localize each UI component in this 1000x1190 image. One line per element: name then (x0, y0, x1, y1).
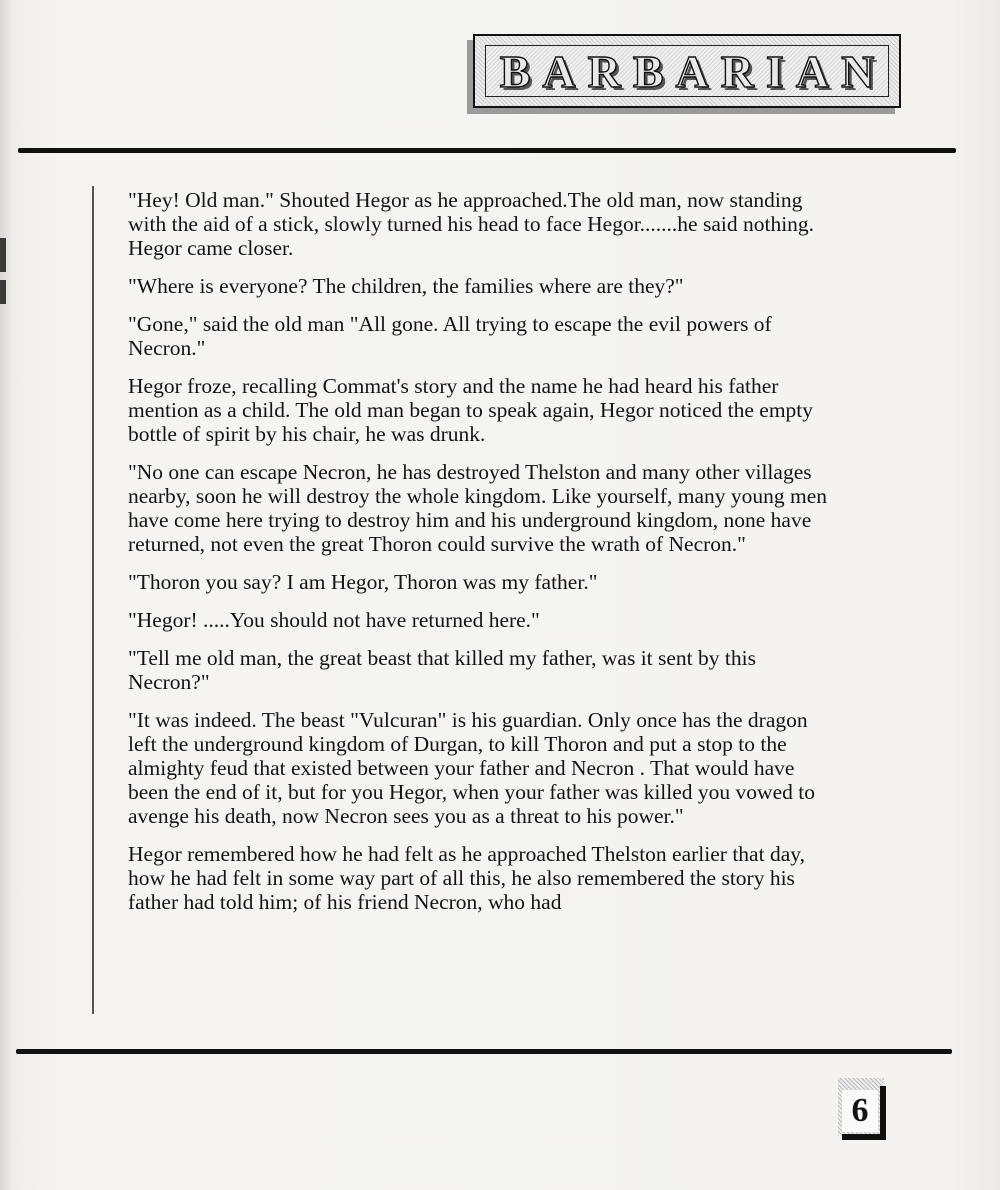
paragraph: "Where is everyone? The children, the families where are they?" (128, 274, 684, 298)
paragraph: "Tell me old man, the great beast that killed my father, was it sent by this Necron?" (128, 646, 756, 694)
paragraph: "Thoron you say? I am Hegor, Thoron was my father." (128, 570, 598, 594)
page-number-shadow (842, 1134, 886, 1140)
paragraph: "Hey! Old man." Shouted Hegor as he approached.The old man, now standing with the aid of a stick, slowly turned his head to face Hegor.......he said nothing. Hegor came closer. (128, 188, 815, 260)
margin-line (92, 186, 94, 1014)
paragraph: "It was indeed. The beast "Vulcuran" is his guardian. Only once has the dragon left the underground kingdom of Durgan, to kill Thoron and put a stop to the almighty feud that existed between your father and Necron . That would have been the end of it, but for you Hegor, when your father was killed you vowed to avenge his death, now Necron sees you as a threat to his power." (128, 708, 815, 828)
logo-text: BARBARIAN (499, 45, 887, 97)
top-rule (18, 148, 956, 153)
body-text (128, 188, 840, 928)
paragraph: "Gone," said the old man "All gone. All trying to escape the evil powers of Necron." (128, 312, 772, 360)
paragraph: Hegor remembered how he had felt as he approached Thelston earlier that day, how he had felt in some way part of all this, he also remembered the story his father had told him; of his friend Necron, who had (128, 842, 805, 914)
page-number-shadow (880, 1086, 886, 1140)
paragraph: Hegor froze, recalling Commat's story and the name he had heard his father mention as a child. The old man began to speak again, Hegor noticed the empty bottle of spirit by his chair, he was drunk. (128, 374, 814, 446)
paragraph: "Hegor! .....You should not have returned here." (128, 608, 540, 632)
page-number: 6 (851, 1092, 869, 1129)
bottom-rule (16, 1049, 952, 1054)
binding-mark (0, 238, 6, 272)
paragraph: "No one can escape Necron, he has destroyed Thelston and many other villages nearby, soon he will destroy the whole kingdom. Like yourself, many young men have come here trying to destroy him and his underground kingdom, none have returned, not even the great Thoron could survive the wrath of Necron." (128, 460, 828, 556)
binding-mark (0, 280, 6, 304)
title-logo (473, 34, 901, 108)
